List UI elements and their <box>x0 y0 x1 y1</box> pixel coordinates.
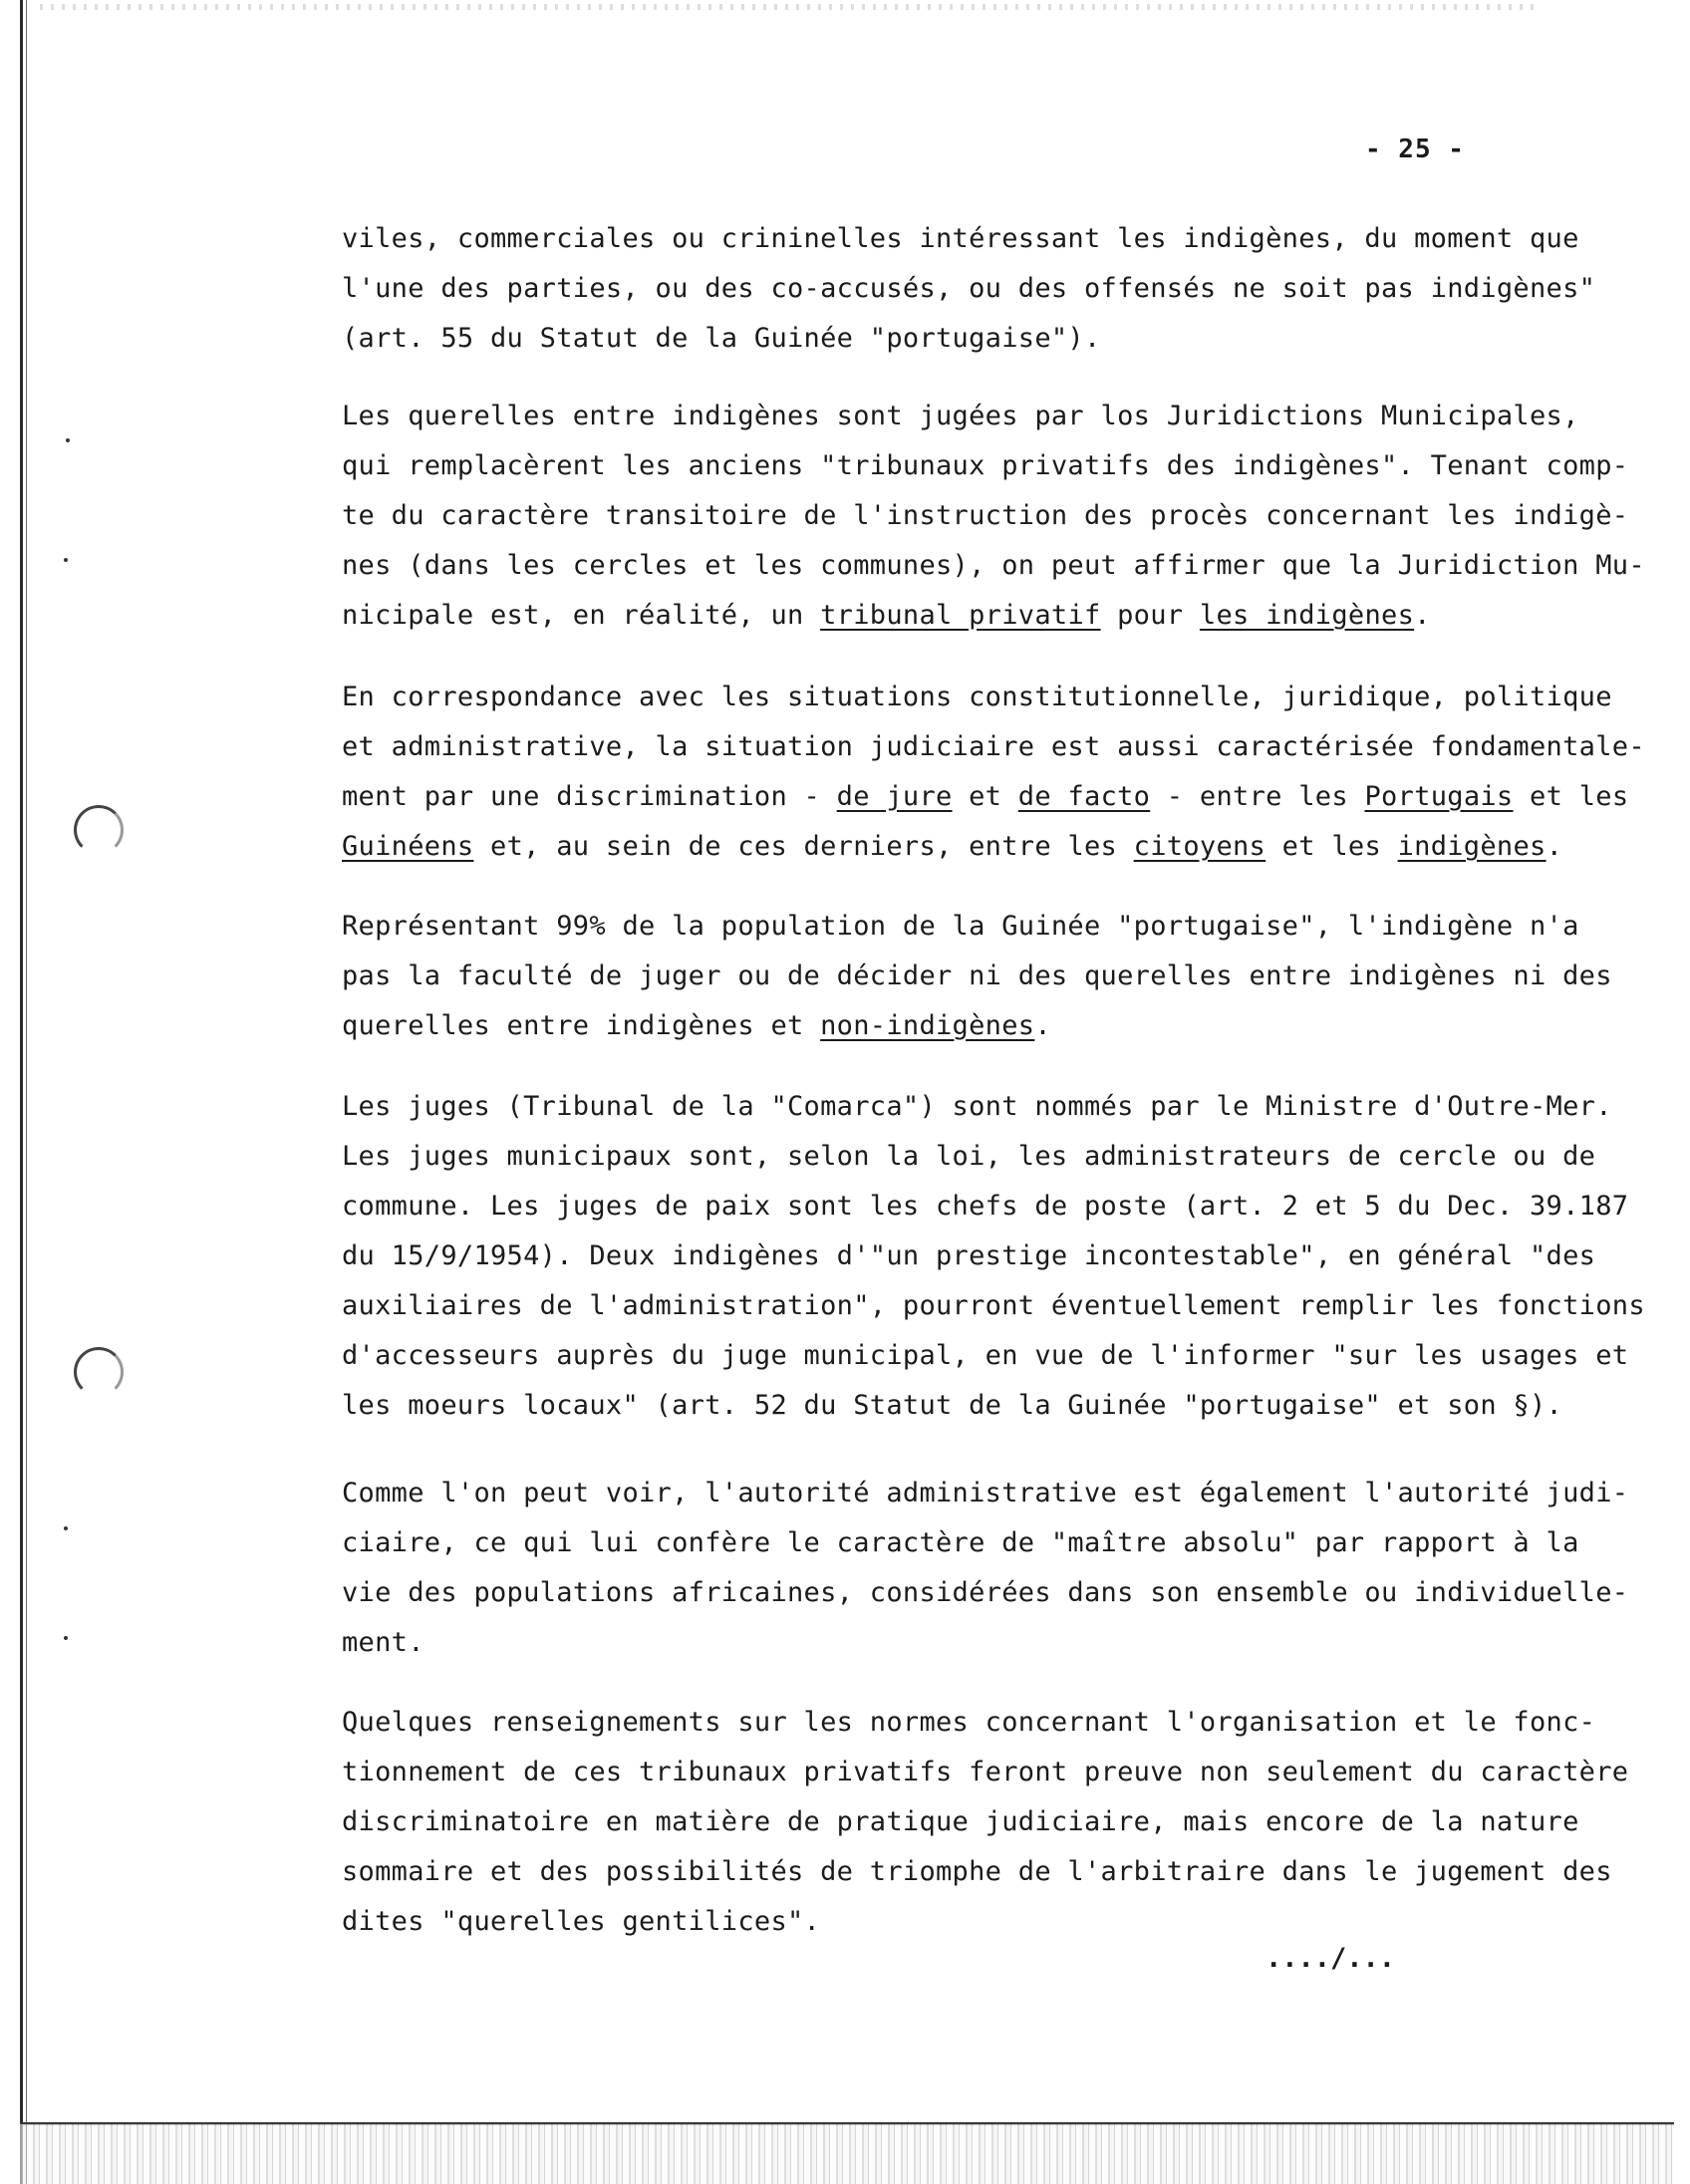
text-segment: d'accesseurs auprès du juge municipal, en vue de l'informer "sur les usages et <box>342 1340 1629 1371</box>
punch-hole <box>74 805 124 855</box>
text-segment: et les <box>1513 781 1629 812</box>
paragraph <box>342 1082 1645 1431</box>
text-line <box>342 822 1587 872</box>
text-segment: et les <box>1266 831 1398 862</box>
text-segment: . <box>1414 600 1431 631</box>
text-line <box>342 1847 1612 1897</box>
text-segment: vie des populations africaines, considérées dans son ensemble ou individuelle- <box>342 1577 1629 1608</box>
text-segment: tionnement de ces tribunaux privatifs feront preuve non seulement du caractère <box>342 1757 1629 1787</box>
text-line <box>342 722 1645 772</box>
text-line <box>342 1568 1629 1618</box>
text-segment: querelles entre indigènes et <box>342 1010 821 1041</box>
underlined-text: tribunal privatif <box>820 600 1101 631</box>
text-segment: et <box>952 781 1018 812</box>
text-line <box>342 1797 1587 1847</box>
text-line <box>342 591 1587 641</box>
binding-edge <box>20 0 23 2184</box>
text-segment: Comme l'on peut voir, l'autorité administrative est également l'autorité judi- <box>342 1478 1629 1508</box>
underlined-text: citoyens <box>1133 831 1267 862</box>
text-line <box>342 1132 1596 1182</box>
text-segment: nes (dans les cercles et les communes), on peut affirmer que la Juridiction Mu- <box>342 550 1645 581</box>
underlined-text: les indigènes <box>1199 600 1415 631</box>
paragraph <box>342 1698 1629 1947</box>
scan-speck <box>64 1526 68 1530</box>
text-line <box>342 673 1612 722</box>
text-segment: Les juges (Tribunal de la "Comarca") sont nommés par le Ministre d'Outre-Mer. <box>342 1091 1612 1122</box>
text-line <box>342 1897 1587 1947</box>
text-segment: sommaire et des possibilités de triomphe de l'arbitraire dans le jugement des <box>342 1856 1612 1887</box>
text-segment: les moeurs locaux" (art. 52 du Statut de la Guinée "portugaise" et son §). <box>342 1390 1563 1421</box>
text-line <box>342 1698 1596 1748</box>
text-line <box>342 1518 1587 1568</box>
text-segment: Représentant 99% de la population de la Guinée "portugaise", l'indigène n'a <box>342 911 1579 942</box>
text-segment: dites "querelles gentilices". <box>342 1906 821 1937</box>
text-segment: (art. 55 du Statut de la Guinée "portugaise"). <box>342 323 1101 354</box>
paragraph <box>342 902 1612 1051</box>
text-line <box>342 1618 1587 1668</box>
underlined-text: de jure <box>836 781 953 812</box>
page-number: - 25 - <box>1365 135 1465 164</box>
text-segment: pas la faculté de juger ou de décider ni des querelles entre indigènes ni des <box>342 960 1612 991</box>
text-line <box>342 1381 1587 1431</box>
text-segment: du 15/9/1954). Deux indigènes d'"un prestige incontestable", en général "des <box>342 1240 1596 1271</box>
text-line <box>342 902 1587 952</box>
text-segment: viles, commerciales ou crininelles intéressant les indigènes, du moment que <box>342 223 1579 254</box>
text-line <box>342 1331 1629 1381</box>
text-segment: ciaire, ce qui lui confère le caractère de "maître absolu" par rapport à la <box>342 1527 1579 1558</box>
text-line <box>342 491 1629 541</box>
text-segment: ment. <box>342 1627 424 1658</box>
text-line <box>342 314 1587 364</box>
text-line <box>342 1001 1587 1051</box>
scan-speck <box>64 558 68 562</box>
text-line <box>342 1748 1629 1797</box>
paragraph <box>342 392 1645 641</box>
punch-hole <box>74 1347 124 1397</box>
text-segment: - entre les <box>1150 781 1365 812</box>
underlined-text: indigènes <box>1397 831 1547 862</box>
text-segment: qui remplacèrent les anciens "tribunaux privatifs des indigènes". Tenant comp- <box>342 450 1629 481</box>
scan-noise-top <box>40 4 1535 10</box>
scan-speck <box>64 1636 68 1640</box>
underlined-text: Guinéens <box>342 831 474 862</box>
underlined-text: non-indigènes <box>820 1010 1035 1041</box>
text-segment: auxiliaires de l'administration", pourront éventuellement remplir les fonctions <box>342 1290 1645 1321</box>
text-segment: Les querelles entre indigènes sont jugées par los Juridictions Municipales, <box>342 401 1579 431</box>
paragraph <box>342 1469 1629 1668</box>
text-line <box>342 214 1587 264</box>
continuation-mark: ..../... <box>1266 1943 1396 1974</box>
text-segment: . <box>1034 1010 1051 1041</box>
paragraph <box>342 214 1596 364</box>
text-line <box>342 952 1612 1001</box>
underlined-text: de facto <box>1017 781 1151 812</box>
text-segment: et administrative, la situation judiciaire est aussi caractérisée fondamentale- <box>342 731 1645 762</box>
text-line <box>342 441 1629 491</box>
paragraph <box>342 673 1645 872</box>
text-segment: Les juges municipaux sont, selon la loi, les administrateurs de cercle ou de <box>342 1141 1596 1172</box>
text-segment: . <box>1546 831 1563 862</box>
text-segment: pour <box>1100 600 1200 631</box>
text-segment: l'une des parties, ou des co-accusés, ou des offensés ne soit pas indigènes" <box>342 273 1596 304</box>
text-line <box>342 1082 1612 1132</box>
text-segment: commune. Les juges de paix sont les chefs de poste (art. 2 et 5 du Dec. 39.187 <box>342 1191 1629 1222</box>
text-segment: discriminatoire en matière de pratique judiciaire, mais encore de la nature <box>342 1806 1579 1837</box>
text-line <box>342 1469 1629 1518</box>
text-line <box>342 1281 1645 1331</box>
text-segment: nicipale est, en réalité, un <box>342 600 821 631</box>
text-line <box>342 541 1645 591</box>
text-line <box>342 1182 1629 1231</box>
text-segment: En correspondance avec les situations constitutionnelle, juridique, politique <box>342 682 1612 712</box>
text-line <box>342 392 1587 441</box>
text-line <box>342 264 1596 314</box>
scan-speck <box>66 438 70 442</box>
binding-edge-shadow <box>26 0 27 2184</box>
text-line <box>342 772 1629 822</box>
text-segment: te du caractère transitoire de l'instruction des procès concernant les indigè- <box>342 500 1629 531</box>
scan-noise-bottom <box>20 2124 1674 2184</box>
underlined-text: Portugais <box>1364 781 1514 812</box>
text-segment: Quelques renseignements sur les normes concernant l'organisation et le fonc- <box>342 1707 1596 1738</box>
text-segment: ment par une discrimination - <box>342 781 837 812</box>
text-segment: et, au sein de ces derniers, entre les <box>473 831 1134 862</box>
text-line <box>342 1231 1596 1281</box>
